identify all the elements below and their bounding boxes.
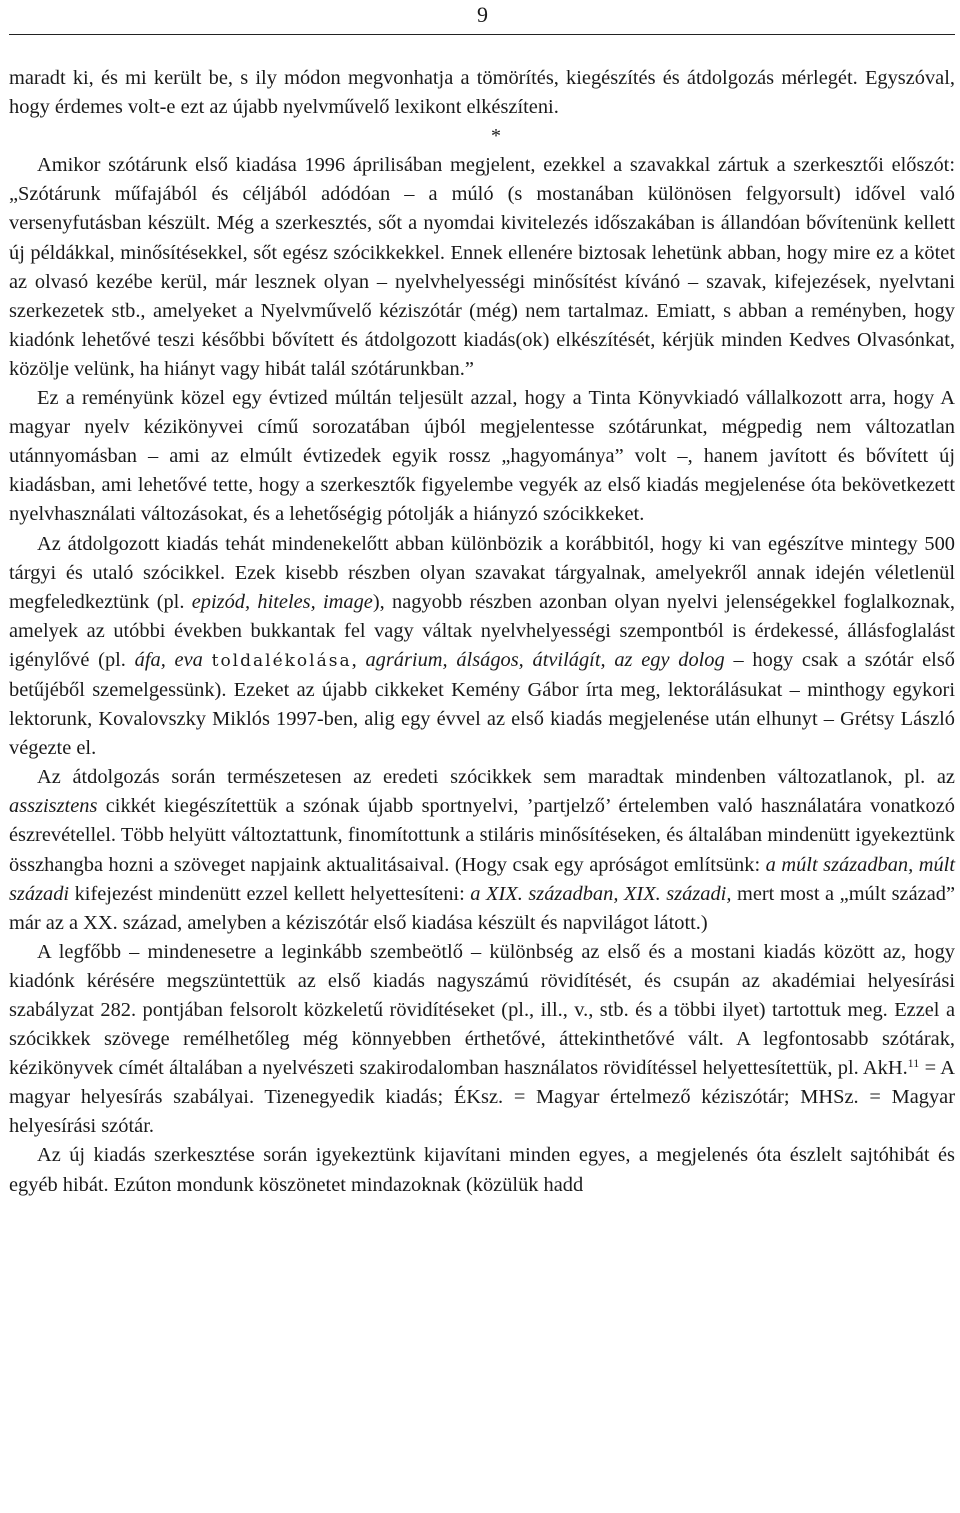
section-separator: * xyxy=(491,125,501,148)
italic-example: epizód, hiteles, image xyxy=(191,590,373,613)
body-text xyxy=(9,64,955,1200)
text-run: , xyxy=(351,648,366,671)
paragraph-quote: Amikor szótárunk első kiadása 1996 áprilisában megjelent, ezekkel a szavakkal zártuk a szerkesztői előszót: „Szótárunk műfajából és céljából adódóan – a múló (s mostanában különösen felgyorsult) idővel való versenyfutásban készült. Még a szerkesztés, sőt a nyomdai kivitelezés időszakában is állandóan bővítenünk kellett új példákkal, minősítésekkel, sőt egész szócikkekkel. Ennek ellenére biztosak lehetünk abban, hogy mire ez a kötet az olvasó kezébe kerül, már lesznek olyan – nyelvhelyességi minősítést kívánó – szavak, kifejezések, nyelvtani szerkezetek stb., amelyeket a Nyelvművelő kéziszótár (még) nem tartalmaz. Emiatt, s abban a reményben, hogy kiadónk lehetővé teszi későbbi bővített és átdolgozott kiadás(ok) elkészítését, kérjük minden Kedves Olvasónkat, közölje velünk, ha hiányt vagy hibát talál szótárunkban.” xyxy=(9,154,955,380)
text-run: Az átdolgozás során természetesen az eredeti szócikkek sem maradtak mindenben változatlanok, pl. az xyxy=(37,766,955,789)
paragraph-intro: maradt ki, és mi került be, s ily módon megvonhatja a tömörítés, kiegészítés és átdolgozás mérlegét. Egyszóval, hogy érdemes volt-e ezt az újabb nyelvművelő lexikont elkészíteni. xyxy=(9,67,955,119)
page-header xyxy=(9,0,955,35)
italic-example: asszisztens xyxy=(9,795,98,818)
text-run: cikkét kiegészítettük a szónak újabb sportnyelvi, ’partjelző’ értelemben való használatára vonatkozó észrevétellel. Több helyütt változtattunk, finomítottunk a stiláris minősítéseken, és általában mindenütt igyekeztünk összhangba hozni a szöveget napjaink aktualitásaival. (Hogy csak egy apróságot említsünk: xyxy=(9,795,955,876)
text-run: A legfőbb – mindenesetre a leginkább szembeötlő – különbség az első és a mostani kiadás között az, hogy kiadónk kérésére megszüntettük az első kiadás nagyszámú rövidítését, és csupán az akadémiai helyesírási szabályzat 282. pontjában felsorolt közkeletű rövidítéseket (pl., ill., v., stb. és a többi ilyet) tartottuk meg. Ezzel a szócikkek szövege remélhetőleg még könnyebben érthetővé, áttekinthetővé vált. A legfontosabb szótárak, kézikönyvek címét általában a nyelvészeti szakirodalomban használatos rövidítéssel helyettesítettük, pl. AkH. xyxy=(9,940,955,1080)
text-run: = A magyar helyesírás szabályai. Tizenegyedik kiadás; ÉKsz. = Magyar értelmező kéziszótár; MHSz. = Magyar helyesírási szótár. xyxy=(9,1057,955,1138)
paragraph-abbreviations xyxy=(9,938,955,1142)
paragraph-changes xyxy=(9,763,955,938)
page-number: 9 xyxy=(477,2,488,27)
text-run: kifejezést mindenütt ezzel kellett helyettesíteni: xyxy=(69,882,471,905)
italic-example: a múlt században, múlt századi xyxy=(9,853,955,905)
text-run: – hogy csak a szótár első betűjéből szemelgessünk). Ezeket az újabb cikkeket Kemény Gábor írta meg, lektorálásukat – minthogy egykori lektorunk, Kovalovszky Miklós 1997-ben, alig egy évvel az első kiadás megjelenése után elhunyt – Grétsy László végezte el. xyxy=(9,648,955,760)
italic-example: a XIX. században, XIX. századi, xyxy=(470,882,732,905)
paragraph-errata: Az új kiadás szerkesztése során igyekeztünk kijavítani minden egyes, a megjelenés óta észlelt sajtóhibát és egyéb hibát. Ezúton mondunk köszönetet mindazoknak (közülük hadd xyxy=(9,1144,955,1196)
text-run: ), nagyobb részben azonban olyan nyelvi jelenségekkel foglalkoznak, amelyek az utóbbi években bukkantak fel vagy váltak nyelvhelyességi szempontból is érdekessé, állásfoglalást igénylővé (pl. xyxy=(9,590,955,671)
italic-example: áfa, eva xyxy=(134,648,203,671)
italic-example: agrárium, álságos, átvilágít, az egy dolog xyxy=(365,648,725,671)
spaced-example: toldalékolása xyxy=(211,650,352,671)
paragraph-hope: Ez a reményünk közel egy évtized múltán teljesült azzal, hogy a Tinta Könyvkiadó vállalkozott arra, hogy A magyar nyelv kézikönyvei című sorozatában újból megjelentesse szótárunkat, mégpedig nem változatlan utánnyomásban – ami az elmúlt évtizedek egyik rossz „hagyománya” volt –, hanem javított és bővített új kiadásban, ami lehetővé tette, hogy a szerkesztők figyelembe vegyék az első kiadás megjelenése óta bekövetkezett nyelvhasználati változásokat, és a lehetőségig pótolják a hiányzó szócikkeket. xyxy=(9,387,955,526)
superscript: 11 xyxy=(907,1056,920,1071)
paragraph-revision xyxy=(9,530,955,764)
text-run: Az átdolgozott kiadás tehát mindenekelőtt abban különbözik a korábbitól, hogy ki van egészítve mintegy 500 tárgyi és utaló szócikkel. Ezek kisebb részben olyan szavakat tárgyalnak, amelyekről annak idején véletlenül megfeledkeztünk (pl. xyxy=(9,532,955,613)
text-run: mert most a „múlt század” már az a XX. század, amelyben a kéziszótár első kiadása készült és napvilágot látott.) xyxy=(9,882,955,934)
